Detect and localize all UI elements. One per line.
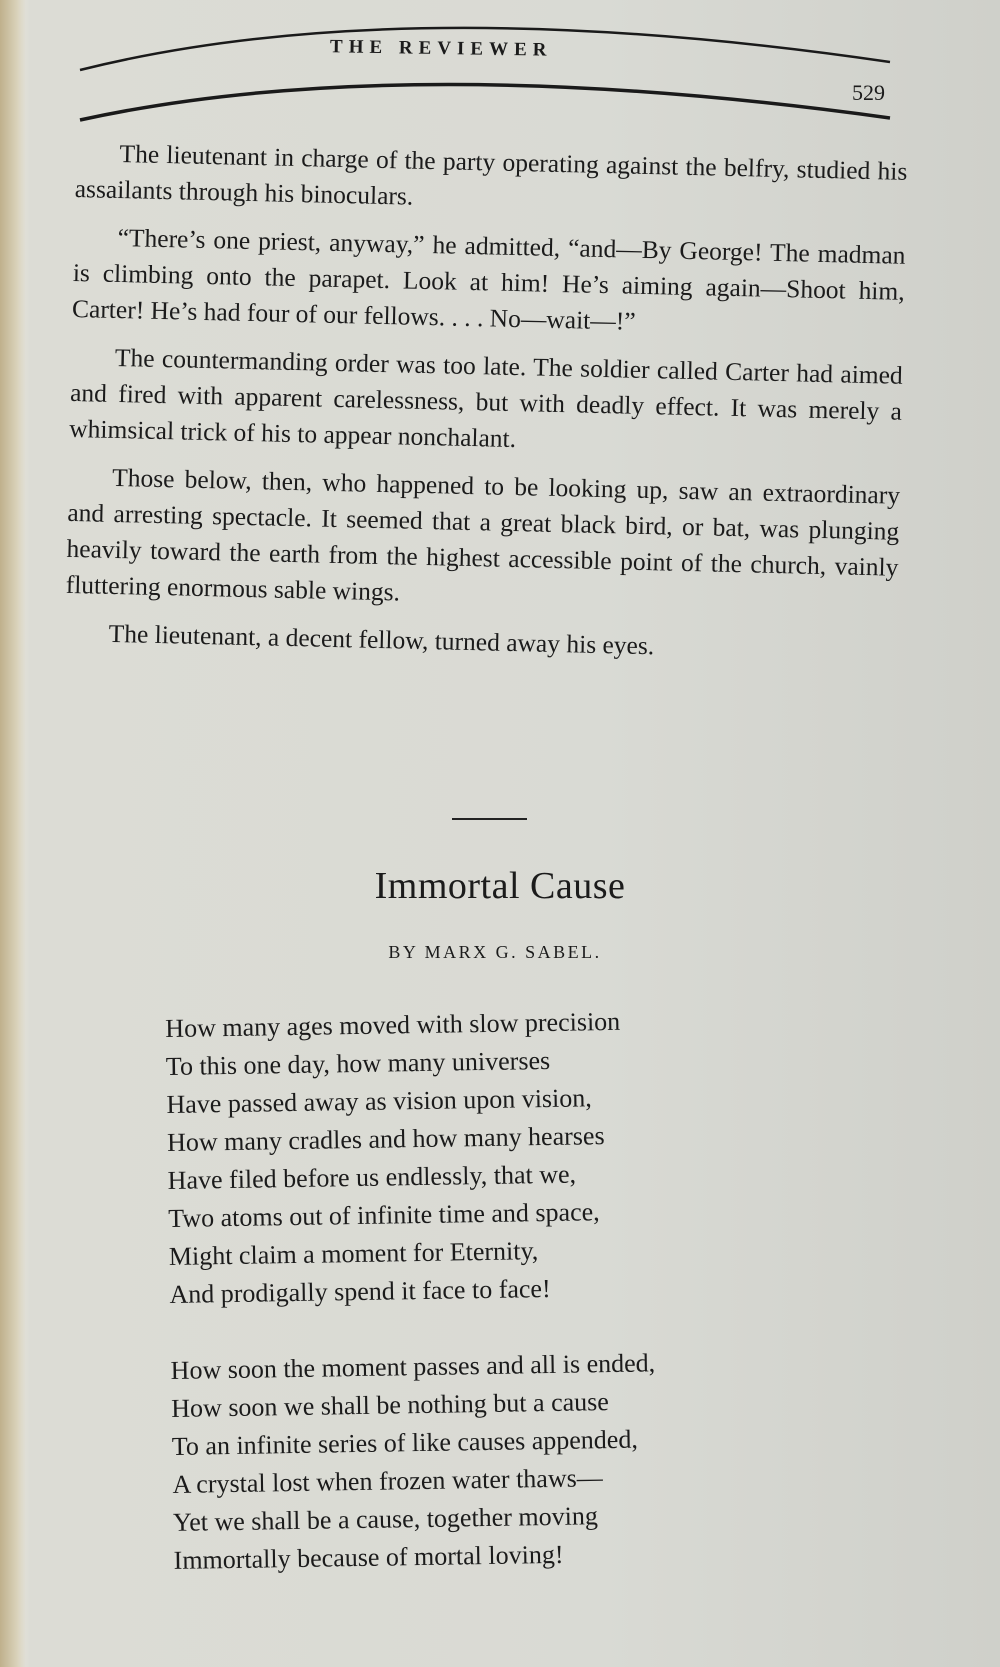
- poem-line: Have filed before us endlessly, that we,: [167, 1159, 577, 1195]
- poem-line: How many cradles and how many hearses: [166, 1121, 605, 1157]
- paragraph: The lieutenant in charge of the party operating against the belfry, studied his assailants through his binoculars.: [74, 138, 908, 211]
- poem-line: Two atoms out of infinite time and space,: [168, 1197, 600, 1233]
- poem-line: A crystal lost when frozen water thaws—: [172, 1463, 603, 1499]
- poem-author: BY MARX G. SABEL.: [388, 942, 602, 962]
- poem-line: How many ages moved with slow precision: [165, 1006, 621, 1043]
- book-gutter: [0, 0, 26, 1667]
- poem-line: Might claim a moment for Eternity,: [168, 1236, 539, 1271]
- paragraph: The lieutenant, a decent fellow, turned away his eyes.: [108, 618, 655, 661]
- paragraph: “There’s one priest, anyway,” he admitted, “and—By George! The madman is climbing onto the parapet. Look at him! He’s aiming again—Shoot him, Carter! He’s had four of our fellows. . . . No—wait—!”: [71, 222, 906, 336]
- poem-body: [165, 999, 894, 1618]
- poem-line: Immortally because of mortal loving!: [173, 1539, 564, 1575]
- poem-line: How soon the moment passes and all is ended,: [170, 1348, 656, 1385]
- section-divider: [452, 818, 527, 820]
- story-ending-text: [64, 135, 908, 682]
- stanza-1: [165, 999, 890, 1314]
- header-bottom-rule: [80, 84, 890, 120]
- page-number: 529: [852, 80, 885, 105]
- running-title: THE REVIEWER: [329, 36, 553, 61]
- stanza-2: [170, 1341, 893, 1580]
- header-rules: [0, 0, 1000, 130]
- poem-line: How soon we shall be nothing but a cause: [171, 1387, 610, 1423]
- poem-line: To an infinite series of like causes appended,: [171, 1424, 639, 1461]
- paragraph: The countermanding order was too late. The soldier called Carter had aimed and fired with apparent carelessness, but with deadly effect. It was merely a whimsical trick of his to appear nonchalant.: [69, 342, 904, 454]
- paragraph: Those below, then, who happened to be looking up, saw an extraordinary and arresting spectacle. It seemed that a great black bird, or bat, was plunging heavily toward the earth from the highest accessible point of the church, vainly fluttering enormous sable wings.: [65, 462, 901, 607]
- poem-title: Immortal Cause: [374, 865, 626, 907]
- poem-line: Have passed away as vision upon vision,: [166, 1083, 592, 1119]
- poem-line: Yet we shall be a cause, together moving: [172, 1501, 599, 1537]
- poem-line: To this one day, how many universes: [165, 1045, 551, 1081]
- poem-line: And prodigally spend it face to face!: [169, 1273, 551, 1309]
